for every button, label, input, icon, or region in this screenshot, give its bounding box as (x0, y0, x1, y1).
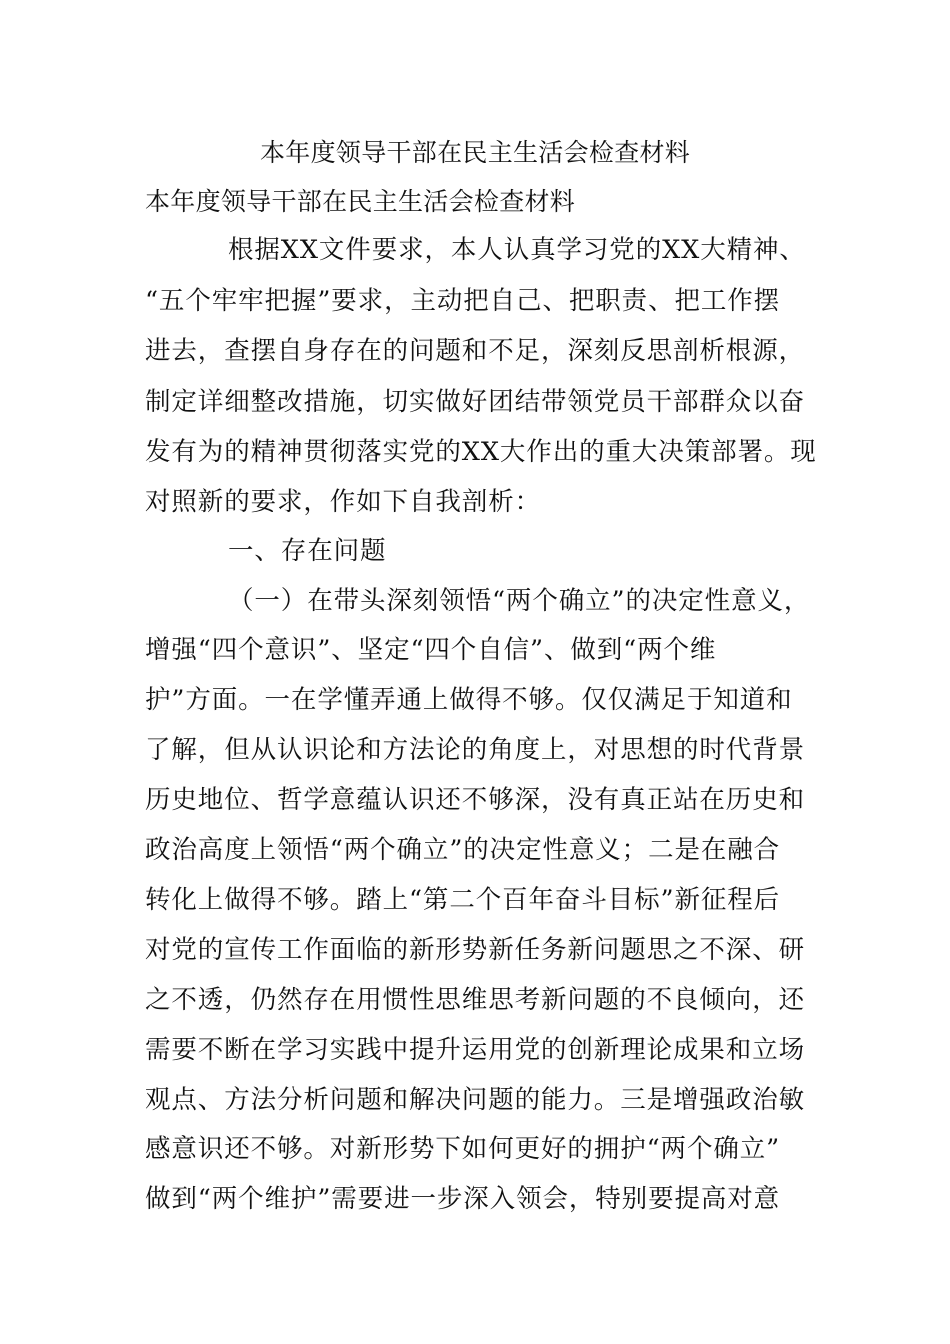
paragraph-line: 做到“两个维护”需要进一步深入领会，特别要提高对意 (145, 1184, 781, 1214)
paragraph-line: 根据XX文件要求，本人认真学习党的XX大精神、 (228, 235, 806, 265)
paragraph-line: 了解，但从认识论和方法论的角度上，对思想的时代背景 (145, 735, 806, 765)
paragraph-line: 进去，查摆自身存在的问题和不足，深刻反思剖析根源， (145, 336, 806, 366)
paragraph-line: 政治高度上领悟“两个确立”的决定性意义；二是在融合 (145, 835, 781, 865)
paragraph-line: 历史地位、哲学意蕴认识还不够深，没有真正站在历史和 (145, 785, 806, 815)
paragraph-line: 感意识还不够。对新形势下如何更好的拥护“两个确立” (145, 1134, 781, 1164)
paragraph-line: 对照新的要求，作如下自我剖析： (145, 487, 542, 517)
paragraph-line: 对党的宣传工作面临的新形势新任务新问题思之不深、研 (145, 935, 806, 965)
section-heading: 一、存在问题 (228, 536, 387, 566)
document-title: 本年度领导干部在民主生活会检查材料 (260, 138, 691, 167)
paragraph-line: 制定详细整改措施，切实做好团结带领党员干部群众以奋 (145, 387, 806, 417)
paragraph-line: 观点、方法分析问题和解决问题的能力。三是增强政治敏 (145, 1085, 806, 1115)
paragraph-line: 转化上做得不够。踏上“第二个百年奋斗目标”新征程后 (145, 885, 781, 915)
document-subtitle: 本年度领导干部在民主生活会检查材料 (145, 187, 576, 216)
paragraph-line: 之不透，仍然存在用惯性思维思考新问题的不良倾向，还 (145, 985, 806, 1015)
paragraph-line: 增强“四个意识”、坚定“四个自信”、做到“两个维 (145, 635, 717, 665)
paragraph-line: 需要不断在学习实践中提升运用党的创新理论成果和立场 (145, 1035, 806, 1065)
paragraph-line: 护”方面。一在学懂弄通上做得不够。仅仅满足于知道和 (145, 685, 793, 715)
paragraph-line: （一）在带头深刻领悟“两个确立”的决定性意义， (228, 586, 811, 616)
paragraph-line: 发有为的精神贯彻落实党的XX大作出的重大决策部署。现 (145, 437, 817, 467)
paragraph-line: “五个牢牢把握”要求，主动把自己、把职责、把工作摆 (145, 286, 781, 316)
